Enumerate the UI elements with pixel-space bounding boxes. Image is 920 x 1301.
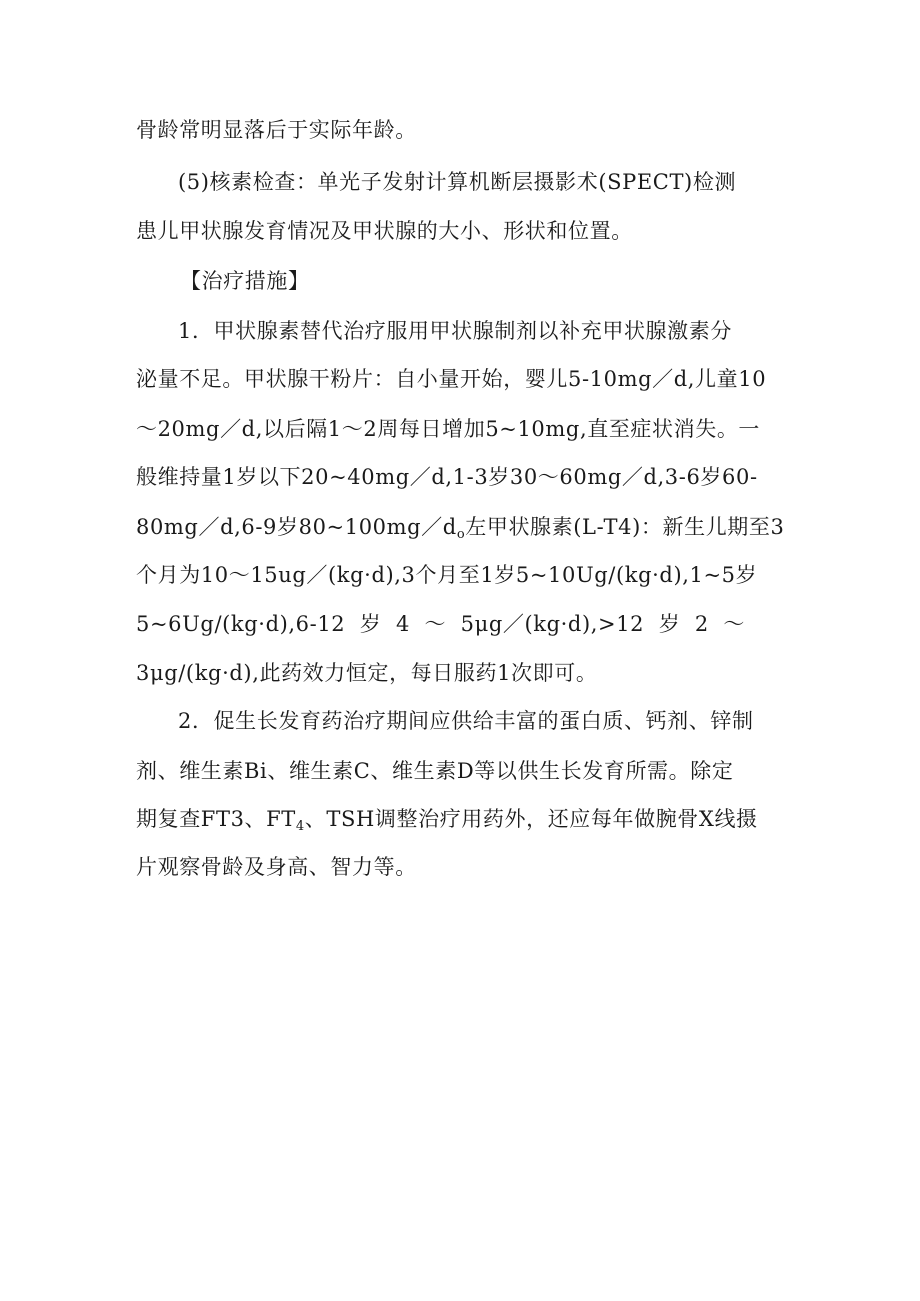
- text-line: 1．甲状腺素替代治疗服用甲状腺制剂以补充甲状腺激素分: [178, 319, 732, 343]
- text-line: (5)核素检查：单光子发射计算机断层摄影术(SPECT)检测: [178, 170, 737, 194]
- text-segment: 、TSH调整治疗用药外，还应每年做腕骨X线摄: [304, 807, 758, 831]
- text-line: 剂、维生素Bi、维生素C、维生素D等以供生长发育所需。除定: [136, 759, 734, 783]
- subscript: 4: [295, 819, 305, 834]
- text-line: 患儿甲状腺发育情况及甲状腺的大小、形状和位置。: [136, 219, 633, 243]
- text-segment: 左甲状腺素(L-T4)：新生儿期至3: [465, 515, 785, 539]
- text-segment: 期复查FT3、FT: [136, 807, 296, 831]
- text-line: 泌量不足。甲状腺干粉片：自小量开始，婴儿5-10mg／d,儿童10: [136, 367, 767, 391]
- text-segment: 80mg／d,6-9岁80~100mg／d: [136, 515, 457, 539]
- text-line: 骨龄常明显落后于实际年龄。: [136, 118, 417, 142]
- text-line: 3μg/(kg·d),此药效力恒定，每日服药1次即可。: [136, 661, 598, 685]
- text-line: 片观察骨龄及身高、智力等。: [136, 855, 417, 879]
- text-line: ～20mg／d,以后隔1～2周每日增加5~10mg,直至症状消失。一: [136, 417, 761, 441]
- text-line: 5~6Ug/(kg·d),6-12 岁 4 ～ 5μg／(kg·d),>12 岁 2 ～: [136, 612, 745, 636]
- subscript: o: [456, 527, 466, 542]
- text-line: 般维持量1岁以下20~40mg／d,1-3岁30～60mg／d,3-6岁60-: [136, 465, 758, 489]
- text-line: [136, 802, 758, 836]
- text-line: 个月为10～15ug／(kg·d),3个月至1岁5~10Ug/(kg·d),1~5岁: [136, 563, 758, 587]
- text-line: [136, 510, 784, 544]
- section-heading: 【治疗措施】: [180, 269, 310, 293]
- text-line: 2．促生长发育药治疗期间应供给丰富的蛋白质、钙剂、锌制: [178, 709, 754, 733]
